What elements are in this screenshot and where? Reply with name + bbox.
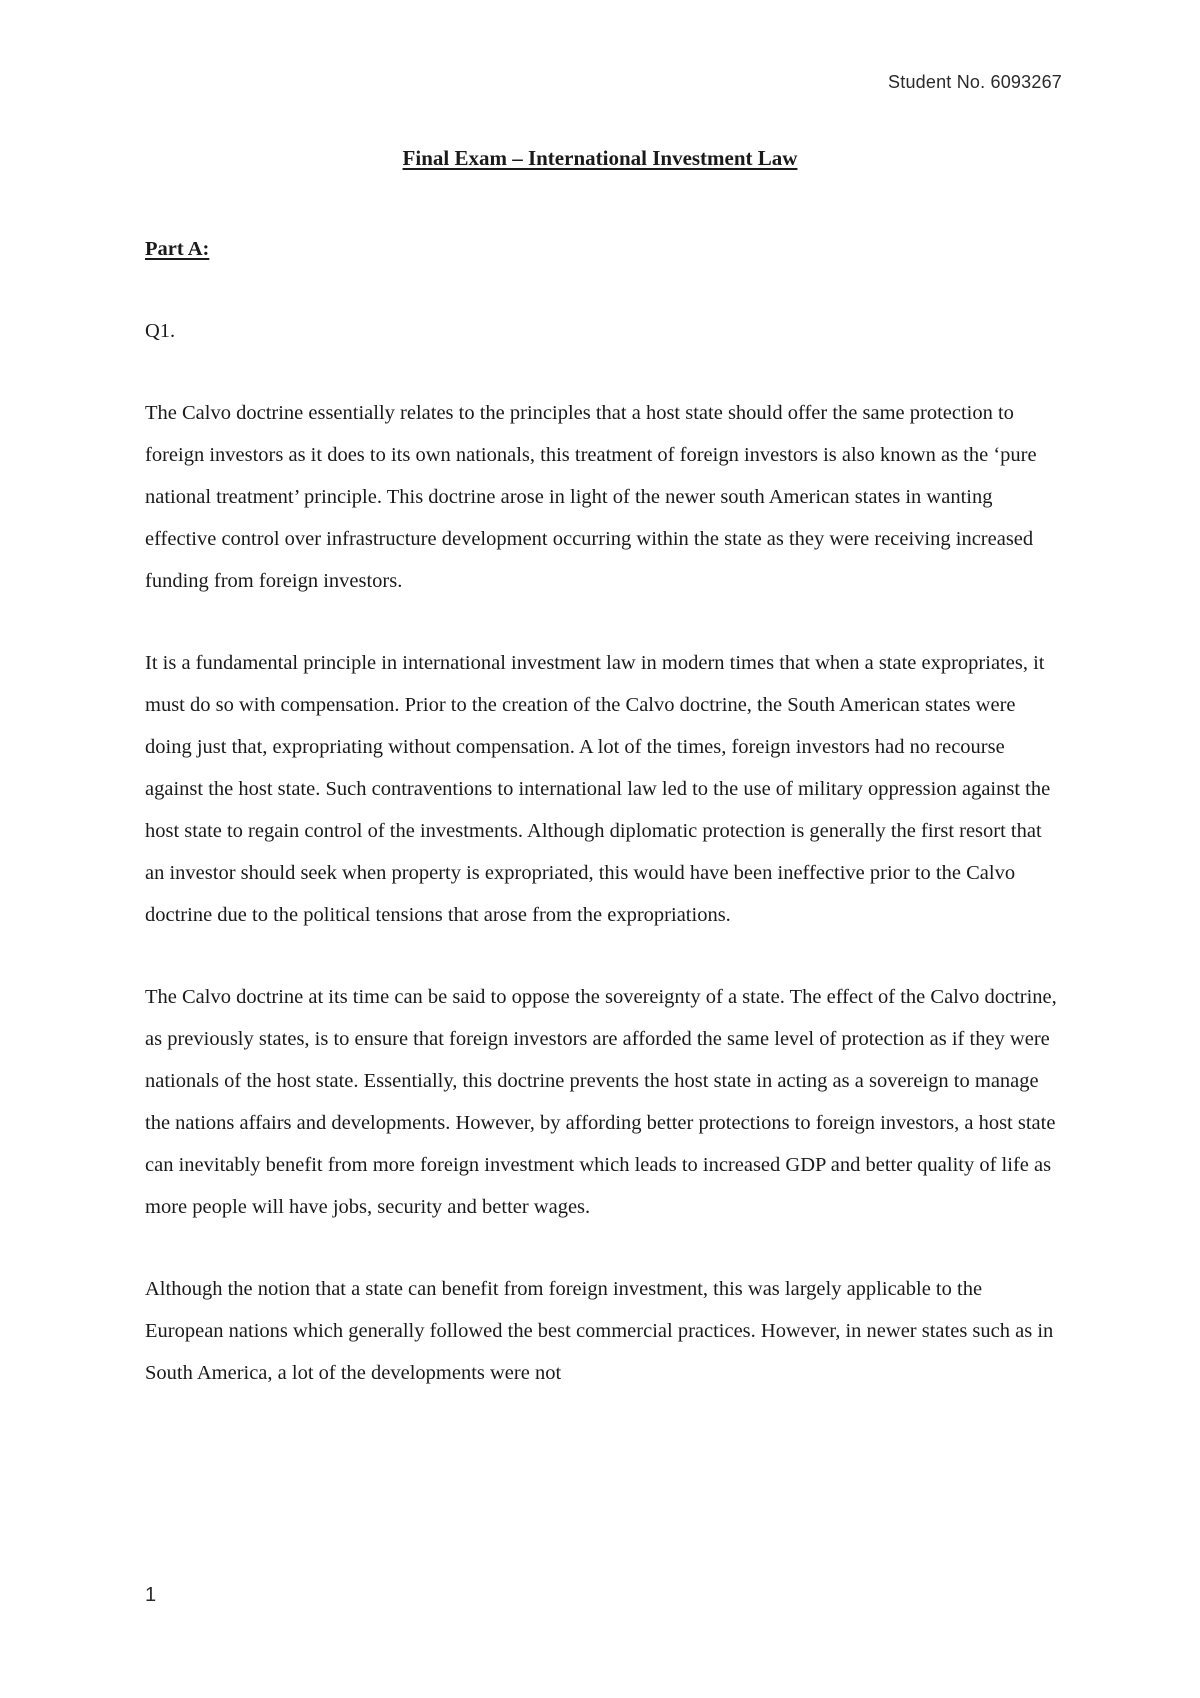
student-number: Student No. 6093267 [888,72,1062,92]
page-number: 1 [145,1584,157,1606]
part-heading: Part A: [145,238,210,260]
paragraph-4: Although the notion that a state can benefit from foreign investment, this was largely applicable to the European nations which generally followed the best commercial practices. However, in newer states such as in South America, a lot of the developments were not [145,1278,1054,1384]
document-title: Final Exam – International Investment Law [402,146,798,170]
paragraph-3: The Calvo doctrine at its time can be said to oppose the sovereignty of a state. The effect of the Calvo doctrine, as previously states, is to ensure that foreign investors are afforded the same level of protection as if they were nationals of the host state. Essentially, this doctrine prevents the host state in acting as a sovereign to manage the nations affairs and developments. However, by affording better protections to foreign investors, a host state can inevitably benefit from more foreign investment which leads to increased GDP and better quality of life as more people will have jobs, security and better wages. [145,986,1057,1218]
document-body [145,228,1065,1394]
paragraph-1: The Calvo doctrine essentially relates to the principles that a host state should offer the same protection to foreign investors as it does to its own nationals, this treatment of foreign investors is also known as the ‘pure national treatment’ principle. This doctrine arose in light of the newer south American states in wanting effective control over infrastructure development occurring within the state as they were receiving increased funding from foreign investors. [145,402,1037,592]
question-label: Q1. [145,320,176,342]
paragraph-2: It is a fundamental principle in international investment law in modern times that when a state expropriates, it must do so with compensation. Prior to the creation of the Calvo doctrine, the South American states were doing just that, expropriating without compensation. A lot of the times, foreign investors had no recourse against the host state. Such contraventions to international law led to the use of military oppression against the host state to regain control of the investments. Although diplomatic protection is generally the first resort that an investor should seek when property is expropriated, this would have been ineffective prior to the Calvo doctrine due to the political tensions that arose from the expropriations. [145,652,1051,926]
